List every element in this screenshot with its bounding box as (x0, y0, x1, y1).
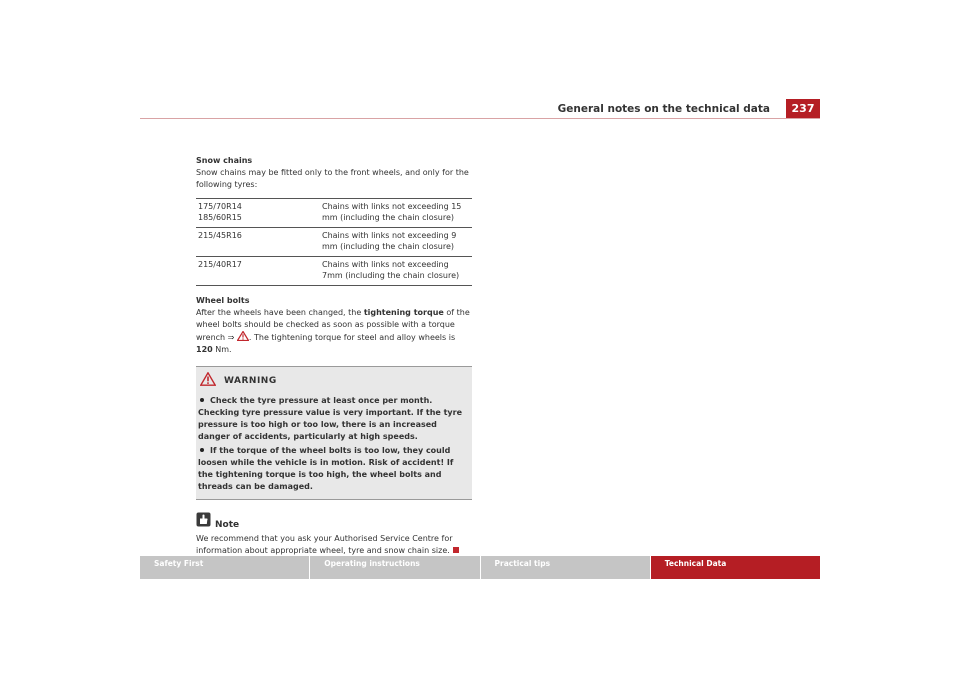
warning-box (196, 366, 472, 500)
tightening-torque-term: tightening torque (363, 308, 444, 317)
chain-spec-cell: Chains with links not exceeding 7mm (including the chain closure) (320, 257, 472, 286)
bullet-icon (200, 448, 204, 452)
page-title: General notes on the technical data (557, 103, 770, 115)
table-row (196, 257, 472, 286)
tyre-size-cell: 215/45R16 (196, 228, 320, 257)
wheel-bolts-text (196, 307, 472, 356)
wheel-bolts-text-3: . The tightening torque for steel and alloy wheels is (248, 333, 456, 342)
section-end-icon (453, 547, 459, 553)
page-number: 237 (786, 99, 820, 119)
tab-operating-instructions[interactable]: Operating instructions (310, 556, 479, 579)
warning-triangle-icon (200, 372, 216, 390)
warning-item-text: If the torque of the wheel bolts is too low, they could loosen while the vehicle is in motion. Risk of accident! If the tightening torque is too high, the wheel bolts and threads can be damaged. (198, 446, 454, 491)
table-row (196, 199, 472, 228)
warning-triangle-icon[interactable] (237, 331, 249, 341)
wheel-bolts-text-2: of the wheel bolts should be checked as soon as possible with a torque wrench ⇒ (196, 308, 470, 342)
content-column (196, 155, 472, 557)
tab-practical-tips[interactable]: Practical tips (481, 556, 650, 579)
warning-item (198, 395, 468, 443)
table-row (196, 228, 472, 257)
warning-item (198, 445, 468, 493)
snow-chains-heading: Snow chains (196, 156, 253, 165)
header-rule (140, 118, 820, 119)
chain-spec-cell: Chains with links not exceeding 15 mm (including the chain closure) (320, 199, 472, 228)
note-icon (196, 512, 211, 531)
tyre-size-cell: 215/40R17 (196, 257, 320, 286)
bullet-icon (200, 398, 204, 402)
wheel-bolts-text-1: After the wheels have been changed, the (196, 308, 364, 317)
snow-chains-intro: Snow chains may be fitted only to the front wheels, and only for the following tyres: (196, 168, 469, 189)
wheel-bolts-heading: Wheel bolts (196, 296, 250, 305)
tab-technical-data[interactable]: Technical Data (651, 556, 820, 579)
footer-nav (140, 556, 820, 579)
note-title: Note (215, 520, 240, 530)
note-text: We recommend that you ask your Authorised Service Centre for information about appropriate wheel, tyre and snow chain size. (196, 534, 453, 555)
torque-value: 120 (196, 345, 213, 354)
warning-title: WARNING (224, 376, 277, 386)
torque-unit: Nm. (212, 345, 232, 354)
snow-chains-table (196, 198, 472, 286)
warning-header (200, 372, 468, 390)
tab-safety-first[interactable]: Safety First (140, 556, 309, 579)
note-text-paragraph (196, 533, 472, 557)
chain-spec-cell: Chains with links not exceeding 9 mm (including the chain closure) (320, 228, 472, 257)
warning-item-text: Check the tyre pressure at least once per month. Checking tyre pressure value is very important. If the tyre pressure is too high or too low, there is an increased danger of accidents, particularly at high speeds. (198, 396, 463, 441)
tyre-size-cell: 175/70R14 185/60R15 (196, 199, 320, 228)
note-header (196, 512, 472, 531)
